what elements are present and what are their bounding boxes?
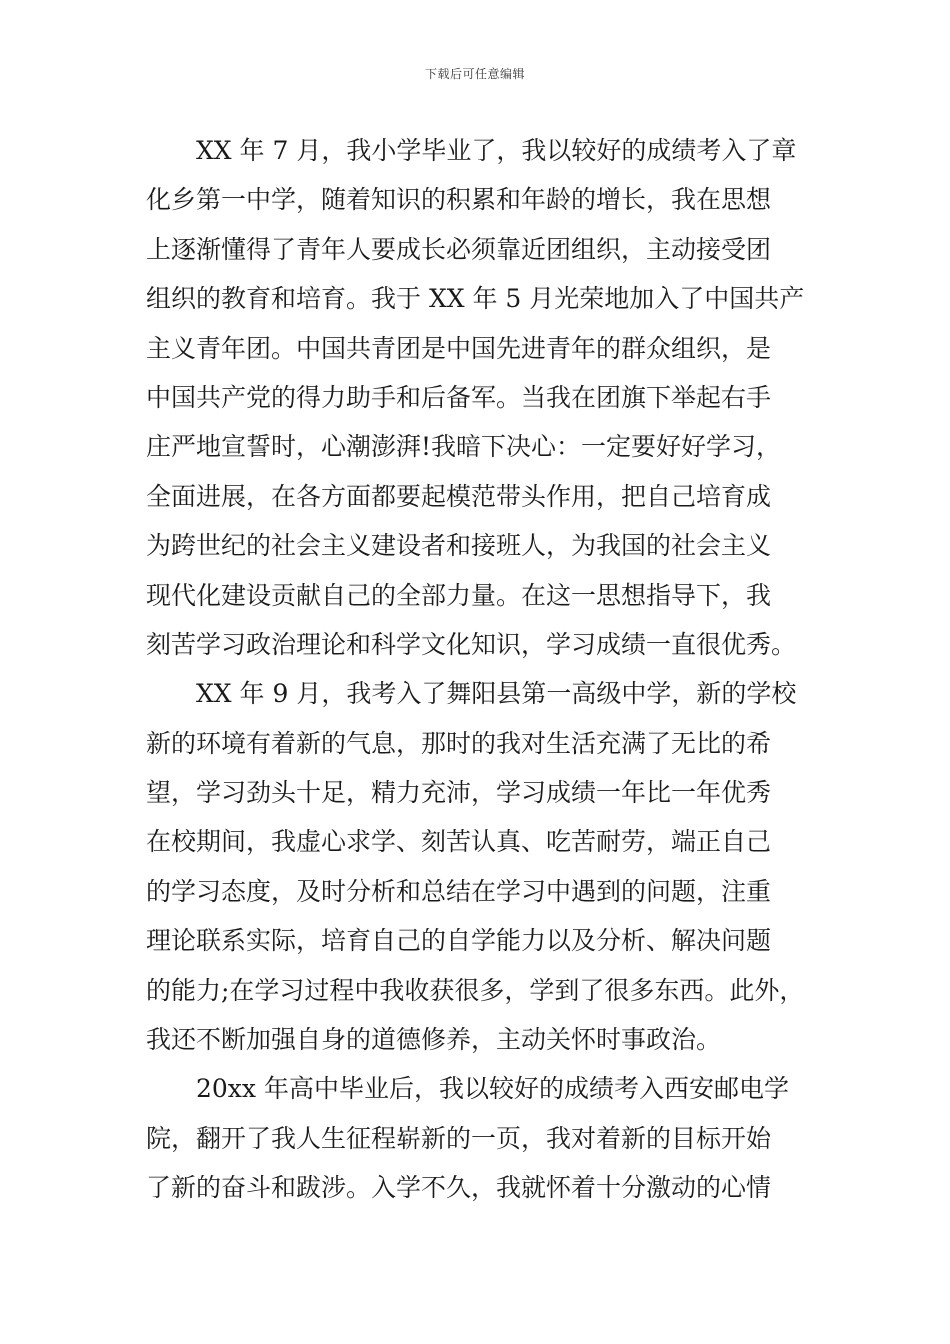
text-line: 主义青年团。中国共青团是中国先进青年的群众组织，是 [146,333,772,363]
text-line: 组织的教育和培育。我于 XX 年 5 月光荣地加入了中国共产 [146,284,805,314]
text-line: 理论联系实际，培育自己的自学能力以及分析、解决问题 [146,926,772,956]
document-body [146,126,810,1213]
text-line: 20xx 年高中毕业后，我以较好的成绩考入西安邮电学 [196,1074,789,1104]
text-line: 的能力;在学习过程中我收获很多，学到了很多东西。此外， [146,975,805,1005]
text-line: XX 年 9 月，我考入了舞阳县第一高级中学，新的学校 [196,679,797,709]
text-line: 了新的奋斗和跋涉。入学不久，我就怀着十分激动的心情 [146,1173,772,1203]
text-line: 化乡第一中学，随着知识的积累和年龄的增长，我在思想 [146,185,772,215]
text-line: XX 年 7 月，我小学毕业了，我以较好的成绩考入了章 [196,136,797,165]
text-line: 新的环境有着新的气息，那时的我对生活充满了无比的希 [146,728,772,758]
text-line: 中国共产党的得力助手和后备军。当我在团旗下举起右手 [146,382,772,412]
text-line: 现代化建设贡献自己的全部力量。在这一思想指导下，我 [146,580,772,610]
text-line: 上逐渐懂得了青年人要成长必须靠近团组织，主动接受团 [146,234,772,264]
text-line: 全面进展，在各方面都要起模范带头作用，把自己培育成 [146,481,772,511]
text-line: 为跨世纪的社会主义建设者和接班人，为我国的社会主义 [146,531,772,561]
page-header: 下载后可任意编辑 [424,67,525,81]
text-line: 的学习态度，及时分析和总结在学习中遇到的问题，注重 [146,876,772,906]
text-line: 我还不断加强自身的道德修养，主动关怀时事政治。 [146,1025,722,1055]
text-line: 望，学习劲头十足，精力充沛，学习成绩一年比一年优秀 [146,778,772,808]
text-line: 在校期间，我虚心求学、刻苦认真、吃苦耐劳，端正自己 [146,827,772,857]
text-line: 院，翻开了我人生征程崭新的一页，我对着新的目标开始 [146,1123,772,1153]
text-line: 庄严地宣誓时，心潮澎湃!我暗下决心：一定要好好学习， [146,432,782,462]
text-line: 刻苦学习政治理论和科学文化知识，学习成绩一直很优秀。 [146,629,797,659]
